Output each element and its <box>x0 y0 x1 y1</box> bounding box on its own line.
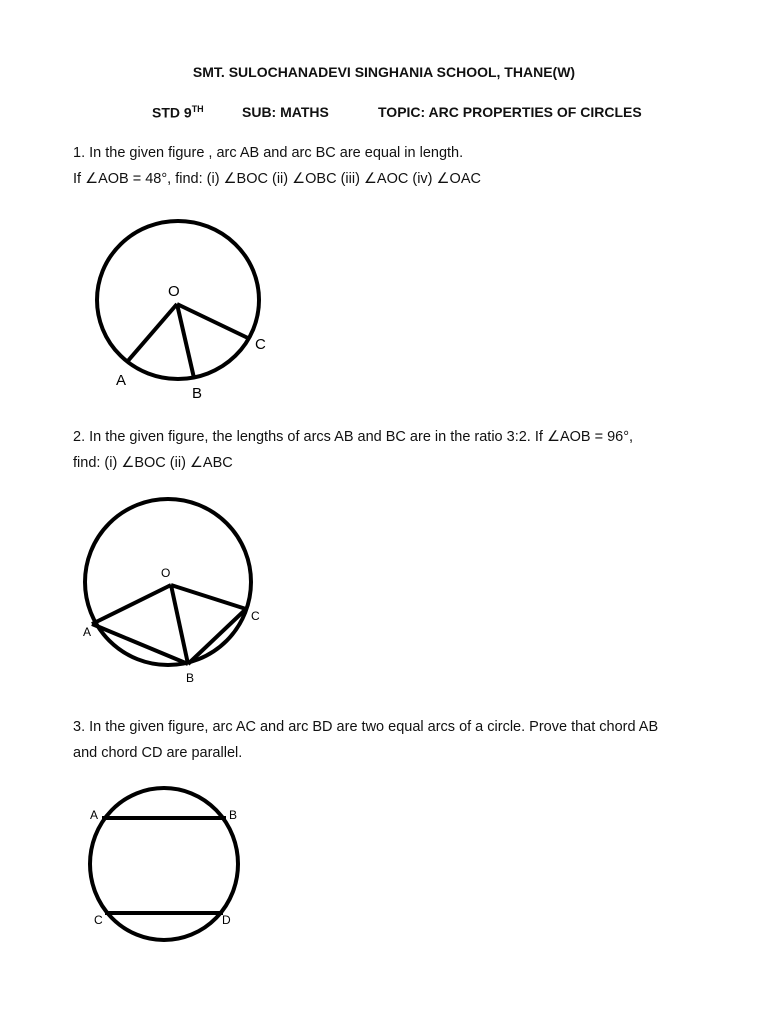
figure-3-circle <box>90 788 238 940</box>
figure-3-label-b: B <box>229 808 238 822</box>
figure-3-label-c: C <box>94 913 103 927</box>
figure-2-label-a: A <box>83 625 92 639</box>
question-1-line-2: If ∠AOB = 48°, find: (i) ∠BOC (ii) ∠OBC (iii) ∠AOC (iv) ∠OAC <box>73 171 481 187</box>
figure-1-label-o: O <box>168 283 180 300</box>
school-name: SMT. SULOCHANADEVI SINGHANIA SCHOOL, THANE(W) <box>192 64 576 80</box>
figure-2-label-c: C <box>251 609 260 623</box>
question-3-line-2: and chord CD are parallel. <box>73 745 243 761</box>
figure-3-label-a: A <box>90 808 99 822</box>
figure-2-label-o: O <box>161 566 171 580</box>
question-2-line-1: 2. In the given figure, the lengths of arcs AB and BC are in the ratio 3:2. If ∠AOB = 96°, <box>73 429 634 445</box>
standard-text: STD 9 <box>152 104 192 121</box>
figure-3-label-d: D <box>222 913 231 927</box>
question-2-line-2: find: (i) ∠BOC (ii) ∠ABC <box>73 455 233 471</box>
figure-2-label-b: B <box>186 671 195 685</box>
figure-1-label-a: A <box>116 372 127 389</box>
subject-label: SUB: MATHS <box>242 104 329 120</box>
figure-1-label-c: C <box>255 336 266 353</box>
question-3-line-1: 3. In the given figure, arc AC and arc BD are two equal arcs of a circle. Prove that chord AB <box>73 719 659 735</box>
figure-1-label-b: B <box>192 385 203 402</box>
question-1-line-1: 1. In the given figure , arc AB and arc BC are equal in length. <box>73 145 464 161</box>
topic-label: TOPIC: ARC PROPERTIES OF CIRCLES <box>378 104 642 120</box>
standard-superscript: TH <box>191 104 204 114</box>
